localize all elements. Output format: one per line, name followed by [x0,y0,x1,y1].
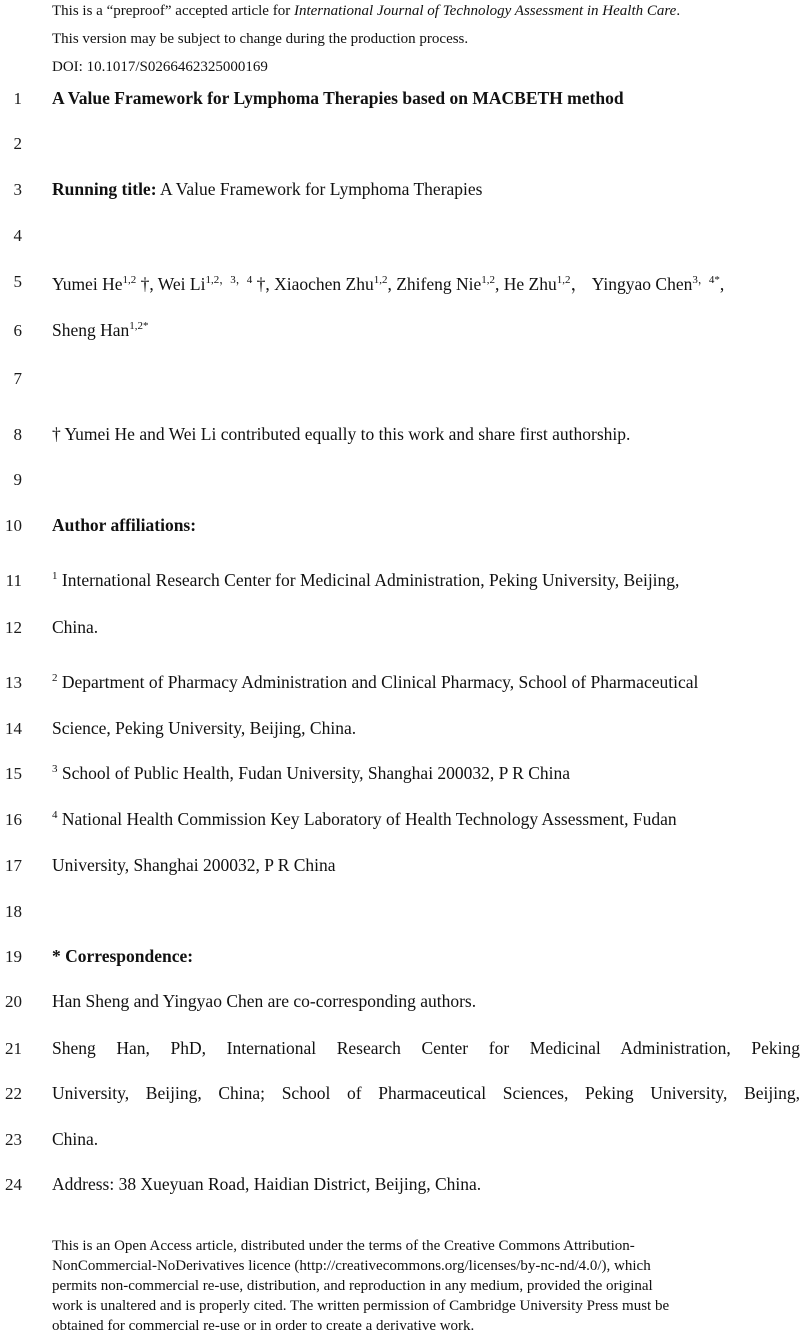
change-notice: This version may be subject to change during the production process. [52,31,469,47]
author-affiliation-marker: 1,2 [481,274,496,286]
line-number: 12 [5,618,22,637]
license-line: NonCommercial-NoDerivatives licence (http://creativecommons.org/licenses/by-nc-nd/4.0/), which [52,1258,651,1274]
correspondence-address: Address: 38 Xueyuan Road, Haidian District, Beijing, China. [52,1174,482,1194]
affiliations-heading: Author affiliations: [52,515,197,535]
line-number: 6 [13,321,22,340]
license-line: work is unaltered and is properly cited. The written permission of Cambridge University Press must be [52,1298,670,1314]
line-number: 18 [5,902,22,921]
line-number: 16 [5,810,22,829]
line-number: 8 [13,425,22,444]
author-list-continued [52,320,149,341]
line-number: 5 [13,272,22,291]
affiliation-number: 4 [52,809,58,821]
journal-name: International Journal of Technology Assessment in Health Care [293,3,677,19]
author-affiliation-marker: 1,2* [129,320,149,332]
co-corresponding-note: Han Sheng and Yingyao Chen are co-corresponding authors. [52,991,477,1011]
line-number: 20 [5,992,22,1011]
author-list: Yumei He$^{1,2}$ †, Wei $Li^{1,2,3,4}$ †, Xiaochen Zhu$^{1,2}$, Zhifeng Nie$^{1,2}$, He Zhu$^{1,2}$， Yingyao Chen$^{3,4*}$, [52,274,725,294]
author-name: Yingyao Chen [591,274,693,294]
author-name: He Zhu [503,274,557,294]
doi: DOI: 10.1017/S0266462325000169 [52,59,268,75]
author-affiliation-marker: 3，4* [692,274,720,286]
line-number: 2 [13,134,22,153]
affiliation-2-continued: Science, Peking University, Beijing, China. [52,718,357,738]
affiliation-number: 1 [52,570,58,582]
author-affiliation-marker: 1,2，3，4 [205,274,253,286]
preproof-notice: This is a “preproof” accepted article for International Journal of Technology Assessment in Health Care. [52,3,681,19]
line-number: 15 [5,764,22,783]
line-number: 17 [5,856,22,875]
line-number: 23 [5,1130,22,1149]
line-number: 21 [5,1039,22,1058]
running-title [52,179,483,200]
correspondence-heading: * Correspondence: [52,946,194,966]
license-notice [52,1236,792,1336]
license-line: This is an Open Access article, distributed under the terms of the Creative Commons Attribution- [52,1238,635,1254]
affiliation-1: $^1$ International Research Center for Medicinal Administration, Peking University, Beijing, [52,570,680,590]
author-affiliation-marker: 1,2 [373,274,388,286]
line-number: 1 [13,89,22,108]
affiliation-1-continued: China. [52,617,99,637]
affiliation-3: $^3$ School of Public Health, Fudan University, Shanghai 200032, P R China [52,763,570,783]
line-number: 4 [13,226,22,245]
affiliation-2: $^2$ Department of Pharmacy Administration and Clinical Pharmacy, School of Pharmaceutical [52,672,699,692]
line-number: 19 [5,947,22,966]
running-title-text: A Value Framework for Lymphoma Therapies [156,179,483,199]
author-affiliation-marker: 1,2 [556,274,571,286]
license-line: permits non-commercial re-use, distribution, and reproduction in any medium, provided the original [52,1278,653,1294]
line-number: 3 [13,180,22,199]
author-affiliation-marker: 1,2 [122,274,137,286]
line-number: 7 [13,369,22,388]
author-name: Wei Li [157,274,206,294]
author-name: Yumei He [52,274,123,294]
affiliation-4-continued: University, Shanghai 200032, P R China [52,855,336,875]
author-name: Xiaochen Zhu [274,274,374,294]
line-number: 22 [5,1084,22,1103]
line-number: 9 [13,470,22,489]
line-number: 14 [5,719,22,738]
equal-contribution-note: † Yumei He and Wei Li contributed equally to this work and share first authorship. [52,424,631,444]
affiliation-number: 2 [52,672,58,684]
line-number: 13 [5,673,22,692]
correspondence-detail: University, Beijing, China; School of Pharmaceutical Sciences, Peking University, Beijing, [52,1083,800,1103]
author-name: Sheng Han [52,320,130,340]
article-title: A Value Framework for Lymphoma Therapies based on MACBETH method [52,88,624,108]
correspondence-detail: Sheng Han, PhD, International Research Center for Medicinal Administration, Peking [52,1038,800,1058]
running-title-label: Running title: [52,179,157,199]
author-name: Zhifeng Nie [396,274,482,294]
license-line: obtained for commercial re-use or in order to create a derivative work. [52,1318,475,1334]
correspondence-detail: China. [52,1129,99,1149]
line-number: 24 [5,1175,22,1194]
affiliation-4: $^4$ National Health Commission Key Laboratory of Health Technology Assessment, Fudan [52,809,677,829]
line-number: 10 [5,516,22,535]
affiliation-number: 3 [52,763,58,775]
line-number: 11 [5,571,22,590]
